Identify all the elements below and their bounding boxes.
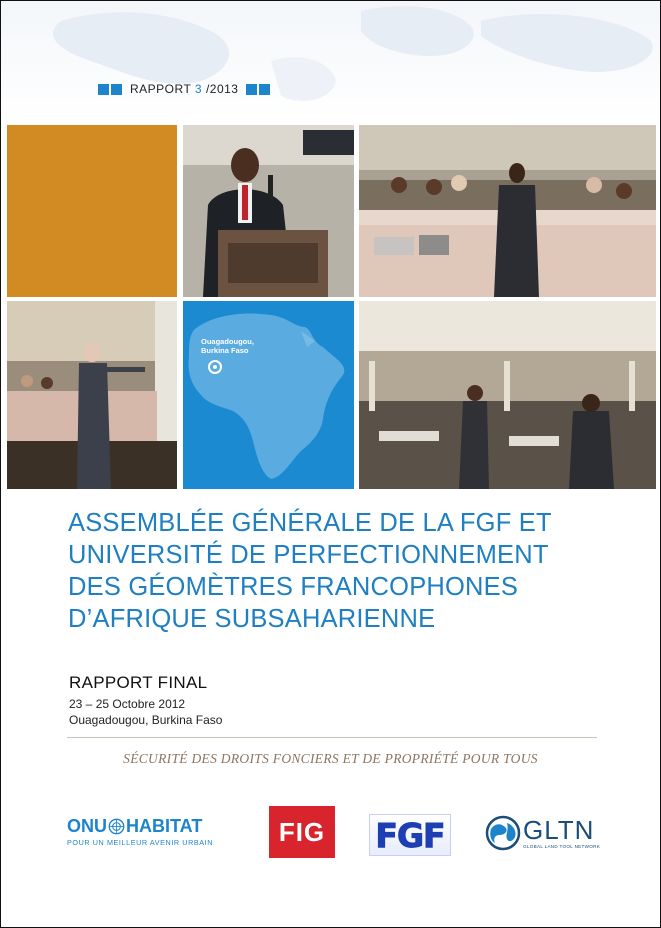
title-line-1: ASSEMBLÉE GÉNÉRALE DE LA FGF ET xyxy=(68,509,552,537)
square-bullets-right-icon xyxy=(246,84,270,95)
photo-conference-audience xyxy=(359,125,656,297)
onu-text: ONU xyxy=(67,816,107,836)
report-number: 3 xyxy=(194,82,203,96)
event-dates: 23 – 25 Octobre 2012 xyxy=(69,697,186,711)
habitat-text: HABITAT xyxy=(126,816,203,836)
un-emblem-icon xyxy=(108,818,125,835)
africa-silhouette-icon xyxy=(183,301,354,489)
fig-logo: FIG xyxy=(269,806,335,858)
gltn-subtitle: GLOBAL LAND TOOL NETWORK xyxy=(523,844,601,849)
gltn-logo xyxy=(485,813,605,855)
map-location-label: Ouagadougou, Burkina Faso xyxy=(201,337,254,355)
photo-speaker-podium xyxy=(183,125,354,297)
report-number-tag xyxy=(98,81,270,97)
event-place: Ouagadougou, Burkina Faso xyxy=(69,713,223,727)
onu-habitat-logo xyxy=(67,816,237,856)
report-subtitle: RAPPORT FINAL xyxy=(69,673,208,692)
divider xyxy=(67,737,597,738)
globe-icon xyxy=(485,815,521,851)
onu-habitat-slogan: POUR UN MEILLEUR AVENIR URBAIN xyxy=(67,838,214,847)
title-line-2: UNIVERSITÉ DE PERFECTIONNEMENT xyxy=(68,541,549,569)
fgf-logo: FGF xyxy=(369,814,451,856)
africa-map xyxy=(183,301,354,489)
tagline: SÉCURITÉ DES DROITS FONCIERS ET DE PROPRIÉTÉ POUR TOUS xyxy=(123,751,538,766)
report-label: RAPPORT 3 /2013 xyxy=(130,82,239,96)
photo-presenter-slides xyxy=(7,301,177,489)
square-bullets-left-icon xyxy=(98,84,122,95)
report-year: /2013 xyxy=(205,82,239,96)
main-title xyxy=(68,507,648,635)
title-line-3: DES GÉOMÈTRES FRANCOPHONES xyxy=(68,573,519,601)
gltn-text: GLTN xyxy=(523,815,595,845)
title-line-4: D’AFRIQUE SUBSAHARIENNE xyxy=(68,605,436,633)
orange-color-block xyxy=(7,125,177,297)
photo-assembly-hall xyxy=(359,301,656,489)
world-map-background xyxy=(1,1,660,121)
